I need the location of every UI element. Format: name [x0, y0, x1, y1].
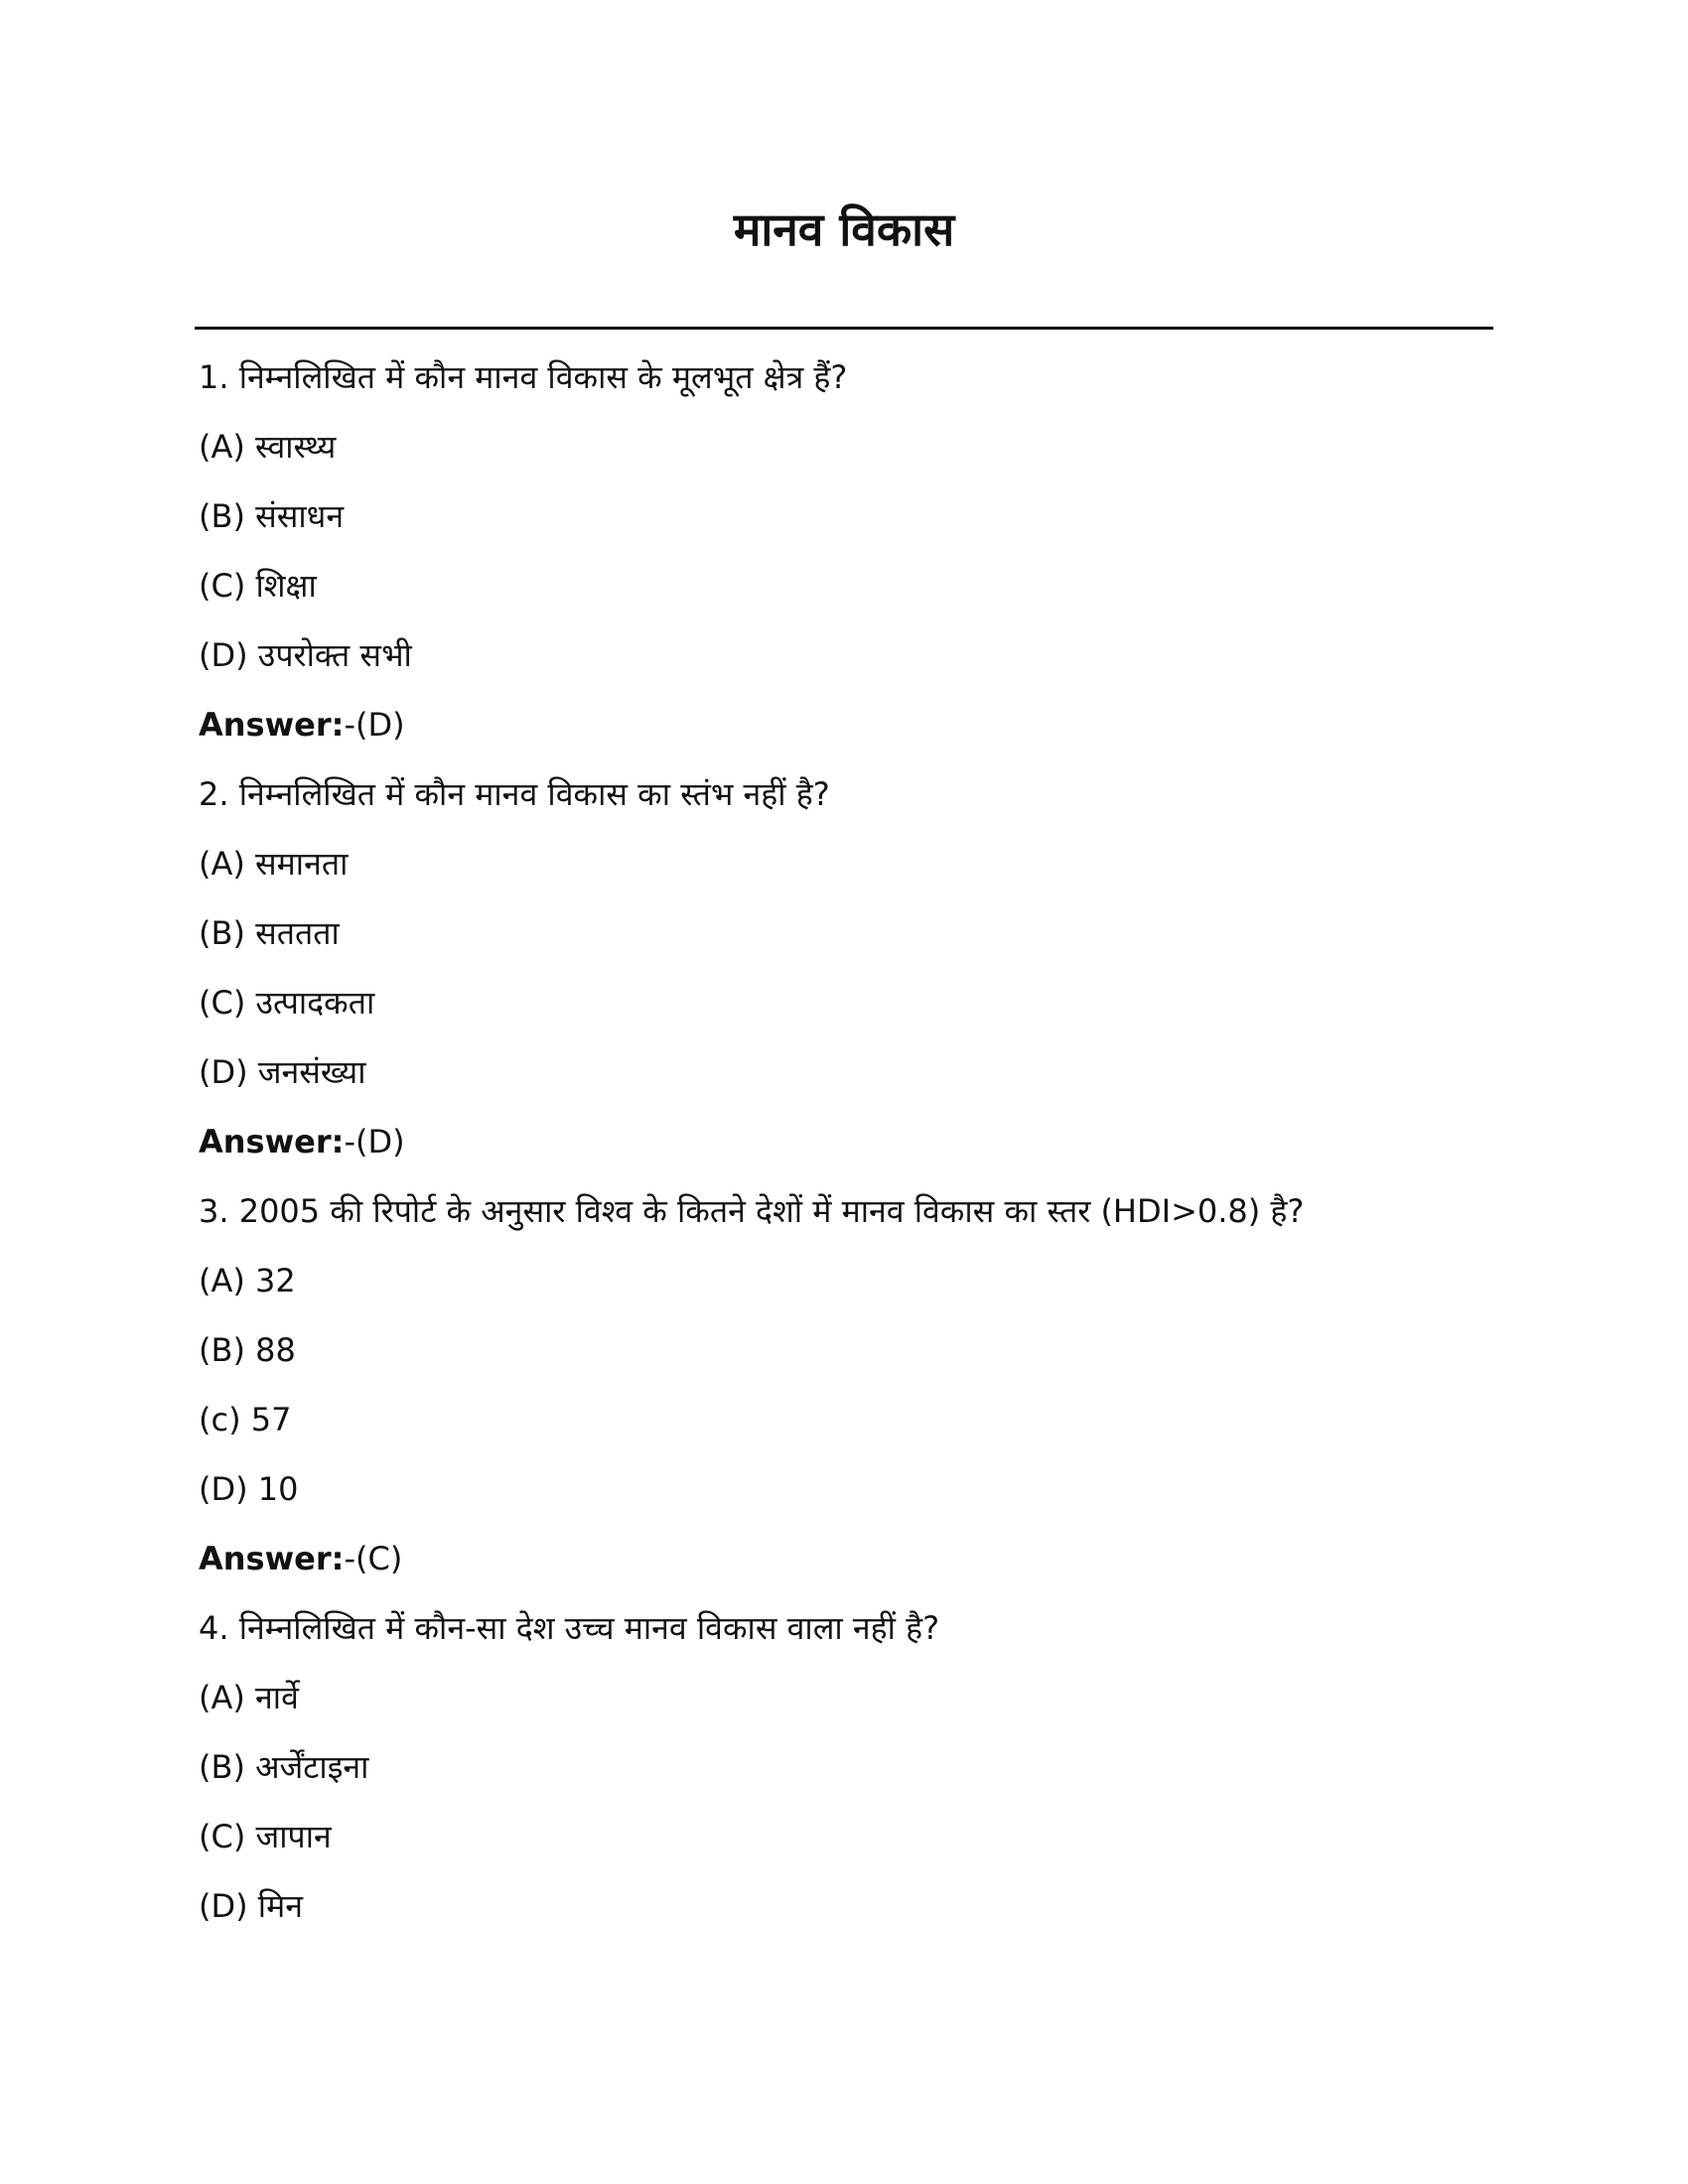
- option: (c) 57: [199, 1401, 292, 1438]
- answer-label: Answer:: [199, 1123, 345, 1160]
- answer-value: -(D): [344, 1123, 405, 1160]
- question-block: [199, 342, 1489, 759]
- page-title: मानव विकास: [733, 203, 955, 256]
- answer-line: [199, 690, 1489, 759]
- option: (A) 32: [199, 1262, 296, 1299]
- answer-line: [199, 1524, 1489, 1593]
- option: (D) मिन: [199, 1887, 303, 1925]
- option: (D) जनसंख्या: [199, 1053, 366, 1091]
- option: (A) नार्वे: [199, 1679, 299, 1716]
- question-list: [199, 342, 1489, 1941]
- answer-value: -(C): [344, 1540, 403, 1577]
- question-text: 4. निम्नलिखित में कौन-सा देश उच्च मानव विकास वाला नहीं है?: [199, 1609, 940, 1647]
- option: (B) संसाधन: [199, 497, 345, 535]
- question-text: 3. 2005 की रिपोर्ट के अनुसार विश्व के कितने देशों में मानव विकास का स्तर (HDI>0.8) है?: [199, 1192, 1305, 1230]
- option: (B) अर्जेंटाइना: [199, 1748, 369, 1786]
- question-text: 1. निम्नलिखित में कौन मानव विकास के मूलभूत क्षेत्र हैं?: [199, 358, 848, 396]
- option: (C) उत्पादकता: [199, 984, 375, 1022]
- title-divider: [195, 327, 1493, 330]
- answer-label: Answer:: [199, 706, 345, 744]
- question-block: [199, 1593, 1489, 1941]
- question-block: [199, 1176, 1489, 1593]
- answer-line: [199, 1107, 1489, 1176]
- answer-label: Answer:: [199, 1540, 345, 1577]
- question-block: [199, 759, 1489, 1176]
- option: (B) 88: [199, 1331, 296, 1369]
- option: (A) स्वास्थ्य: [199, 428, 337, 466]
- question-text: 2. निम्नलिखित में कौन मानव विकास का स्तंभ नहीं है?: [199, 775, 830, 813]
- option: (D) उपरोक्त सभी: [199, 636, 412, 674]
- option: (D) 10: [199, 1470, 299, 1508]
- answer-value: -(D): [344, 706, 405, 744]
- option: (B) सततता: [199, 914, 340, 952]
- option: (C) शिक्षा: [199, 567, 317, 605]
- option: (C) जापान: [199, 1818, 332, 1855]
- option: (A) समानता: [199, 845, 349, 883]
